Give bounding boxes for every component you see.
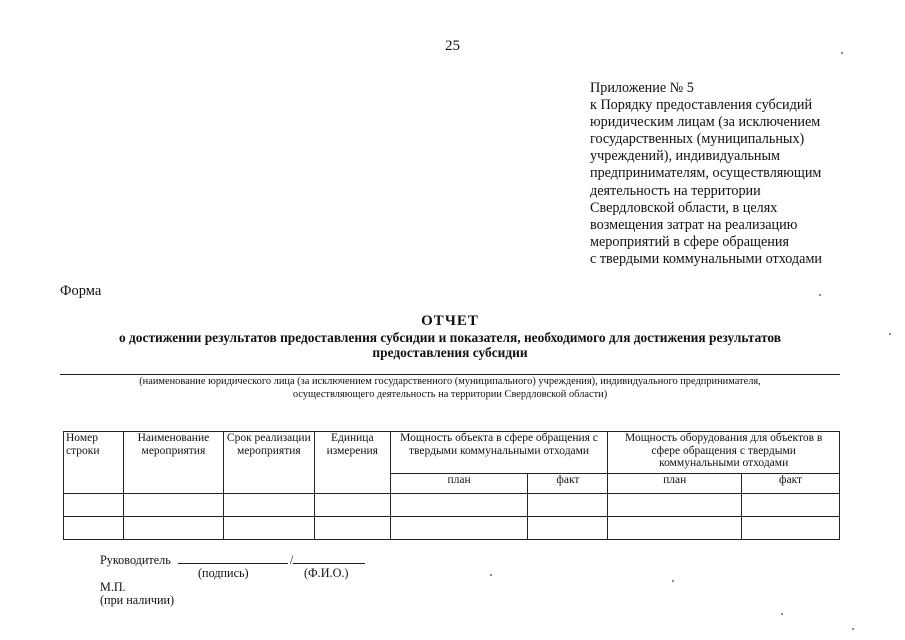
- table-cell[interactable]: [390, 517, 528, 540]
- table-cell[interactable]: [528, 517, 608, 540]
- caption-line: (наименование юридического лица (за исключением государственного (муниципального) учреждения), индивидуального предпринимателя,: [139, 376, 761, 387]
- appendix-block: [590, 80, 870, 268]
- header-unit: Единица измерения: [314, 432, 390, 494]
- signature-line[interactable]: [178, 553, 288, 564]
- table-cell[interactable]: [608, 517, 742, 540]
- table-cell[interactable]: [742, 517, 840, 540]
- form-label: Форма: [60, 283, 102, 299]
- scan-speck: [889, 333, 891, 335]
- header-equipment-capacity: Мощность оборудования для объектов в сфере обращения с твердыми коммунальными отходами: [608, 432, 840, 474]
- entity-name-line: [60, 374, 840, 375]
- appendix-line: возмещения затрат на реализацию: [590, 216, 798, 233]
- table-cell[interactable]: [123, 517, 223, 540]
- table-cell[interactable]: [314, 494, 390, 517]
- caption-line: осуществляющего деятельность на территории Свердловской области): [292, 388, 608, 400]
- appendix-line: государственных (муниципальных): [590, 131, 805, 148]
- appendix-line: деятельность на территории: [590, 182, 761, 199]
- subheader-plan: план: [390, 474, 528, 494]
- table-row: [64, 517, 840, 540]
- entity-name-caption: [60, 376, 840, 401]
- scan-speck: [852, 628, 854, 630]
- signature-captions: [100, 567, 365, 581]
- table-cell[interactable]: [223, 494, 314, 517]
- header-row-number: Номер строки: [64, 432, 124, 494]
- stamp-note: (при наличии): [100, 593, 175, 607]
- appendix-line: учреждений), индивидуальным: [590, 148, 781, 165]
- table-cell[interactable]: [64, 494, 124, 517]
- scan-speck: [672, 580, 674, 582]
- head-label: Руководитель: [100, 553, 171, 567]
- scan-speck: [819, 294, 821, 296]
- header-event-name: Наименование мероприятия: [123, 432, 223, 494]
- table-row: [64, 494, 840, 517]
- table-cell[interactable]: [742, 494, 840, 517]
- page-number: 25: [445, 38, 460, 54]
- subtitle-line: предоставления субсидии: [372, 345, 528, 360]
- report-subtitle: [60, 330, 840, 360]
- appendix-line: мероприятий в сфере обращения: [590, 233, 789, 250]
- scan-speck: [781, 613, 783, 615]
- appendix-line: Приложение № 5: [590, 80, 694, 96]
- scan-speck: [841, 52, 843, 54]
- appendix-line: с твердыми коммунальными отходами: [590, 250, 823, 267]
- appendix-line: к Порядку предоставления субсидий: [590, 97, 813, 114]
- appendix-line: предпринимателям, осуществляющим: [590, 165, 822, 182]
- subheader-fact: факт: [528, 474, 608, 494]
- full-name-caption: (Ф.И.О.): [304, 566, 349, 580]
- appendix-line: юридическим лицам (за исключением: [590, 114, 821, 131]
- scan-speck: [490, 574, 492, 576]
- report-title: ОТЧЕТ: [421, 313, 479, 329]
- stamp-label: М.П.: [100, 580, 126, 594]
- signature-block: [100, 553, 365, 607]
- subheader-plan: план: [608, 474, 742, 494]
- header-period: Срок реализации мероприятия: [223, 432, 314, 494]
- header-object-capacity: Мощность объекта в сфере обращения с твердыми коммунальными отходами: [390, 432, 608, 474]
- signature-caption: (подпись): [198, 566, 249, 580]
- table-cell[interactable]: [123, 494, 223, 517]
- head-signature-row: [100, 553, 365, 567]
- table-cell[interactable]: [608, 494, 742, 517]
- table-cell[interactable]: [64, 517, 124, 540]
- table-cell[interactable]: [314, 517, 390, 540]
- subtitle-line: о достижении результатов предоставления субсидии и показателя, необходимого для достижения результатов: [118, 330, 782, 345]
- subheader-fact: факт: [742, 474, 840, 494]
- table-cell[interactable]: [528, 494, 608, 517]
- separator: /: [289, 553, 294, 567]
- full-name-line[interactable]: [293, 553, 365, 564]
- table-cell[interactable]: [223, 517, 314, 540]
- table-cell[interactable]: [390, 494, 528, 517]
- report-table: [63, 431, 840, 540]
- appendix-line: Свердловской области, в целях: [590, 199, 778, 216]
